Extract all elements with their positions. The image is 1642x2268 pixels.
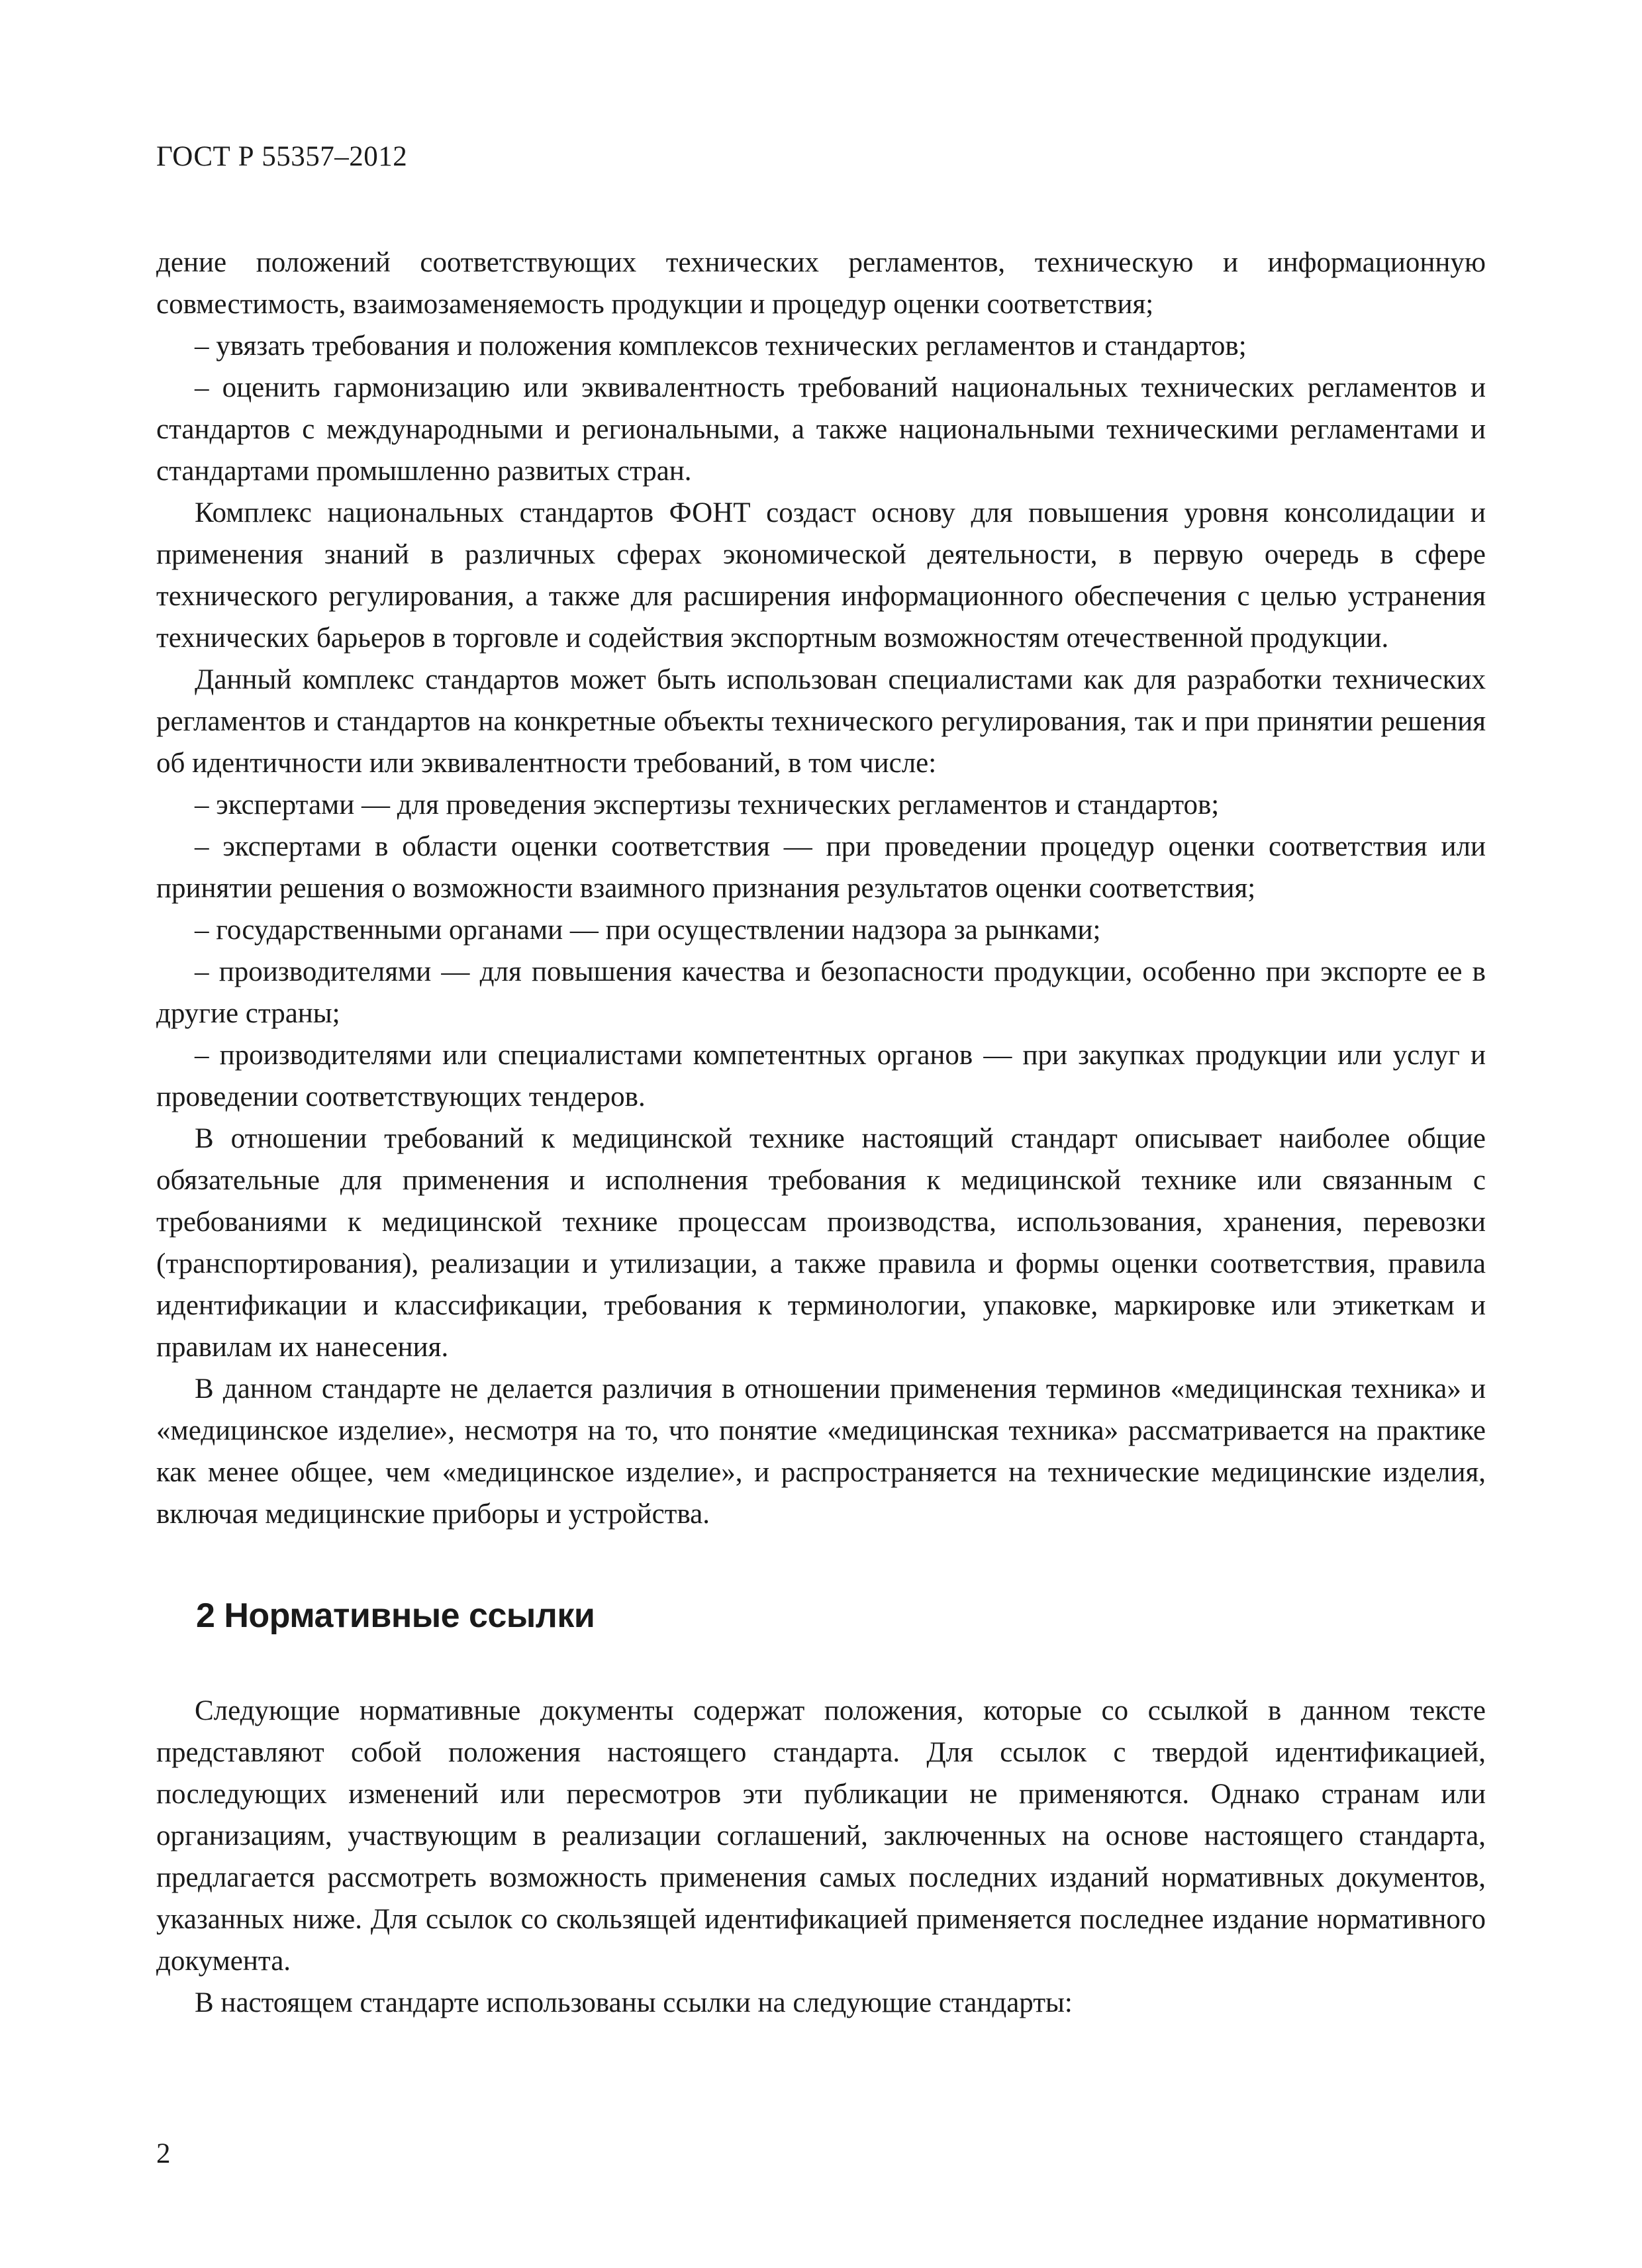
list-item-manufacturers: – производителями — для повышения качества и безопасности продукции, особенно при экспорте ее в другие страны; <box>156 956 1486 1029</box>
paragraph-font-complex: Комплекс национальных стандартов ФОНТ создаст основу для повышения уровня консолидации и применения знаний в различных сферах экономической деятельности, в первую очередь в сфере технического регулирования, а также для расширения информационного обеспечения с целью устранения технических барьеров в торговле и содействия экспортным возможностям отечественной продукции. <box>156 497 1486 654</box>
paragraph-continuation: дение положений соответствующих технических регламентов, техническую и информационную совместимость, взаимозаменяемость продукции и процедур оценки соответствия; <box>156 247 1486 320</box>
list-item-state-bodies: – государственными органами — при осуществлении надзора за рынками; <box>195 914 1101 946</box>
paragraph-references-list-intro: В настоящем стандарте использованы ссылки на следующие стандарты: <box>195 1987 1073 2018</box>
document-code-header: ГОСТ Р 55357–2012 <box>156 141 408 172</box>
list-item-link-requirements: – увязать требования и положения комплексов технических регламентов и стандартов; <box>195 330 1247 362</box>
page-number: 2 <box>156 2138 171 2169</box>
list-item-procurement: – производителями или специалистами компетентных органов — при закупках продукции или услуг и проведении соответствующих тендеров. <box>156 1040 1486 1112</box>
list-item-conformity-experts: – экспертами в области оценки соответствия — при проведении процедур оценки соответствия или принятии решения о возможности взаимного признания результатов оценки соответствия; <box>156 831 1486 904</box>
list-item-experts: – экспертами — для проведения экспертизы технических регламентов и стандартов; <box>195 789 1220 820</box>
paragraph-normative-documents: Следующие нормативные документы содержат положения, которые со ссылкой в данном тексте представляют собой положения настоящего стандарта. Для ссылок с твердой идентификацией, последующих изменений или пересмотров эти публикации не применяются. Однако странам или организациям, участвующим в реализации соглашений, заключенных на основе настоящего стандарта, предлагается рассмотреть возможность применения самых последних изданий нормативных документов, указанных ниже. Для ссылок со скользящей идентификацией применяется последнее издание нормативного документа. <box>156 1695 1486 1977</box>
list-item-assess-harmonization: – оценить гармонизацию или эквивалентность требований национальных технических регламентов и стандартов с международными и региональными, а также национальными техническими регламентами и стандартами промышленно развитых стран. <box>156 372 1486 487</box>
section-heading-normative-references: 2 Нормативные ссылки <box>196 1597 595 1635</box>
body-text <box>156 242 1486 2024</box>
paragraph-usage: Данный комплекс стандартов может быть использован специалистами как для разработки технических регламентов и стандартов на конкретные объекты технического регулирования, так и при принятии решения об идентичности или эквивалентности требований, в том числе: <box>156 664 1486 779</box>
paragraph-terminology: В данном стандарте не делается различия в отношении применения терминов «медицинская техника» и «медицинское изделие», несмотря на то, что понятие «медицинская техника» рассматривается на практике как менее общее, чем «медицинское изделие», и распространяется на технические медицинские изделия, включая медицинские приборы и устройства. <box>156 1373 1486 1530</box>
paragraph-medical-technology: В отношении требований к медицинской технике настоящий стандарт описывает наиболее общие обязательные для применения и исполнения требования к медицинской технике или связанным с требованиями к медицинской технике процессам производства, использования, хранения, перевозки (транспортирования), реализации и утилизации, а также правила и формы оценки соответствия, правила идентификации и классификации, требования к терминологии, упаковке, маркировке или этикеткам и правилам их нанесения. <box>156 1123 1486 1363</box>
